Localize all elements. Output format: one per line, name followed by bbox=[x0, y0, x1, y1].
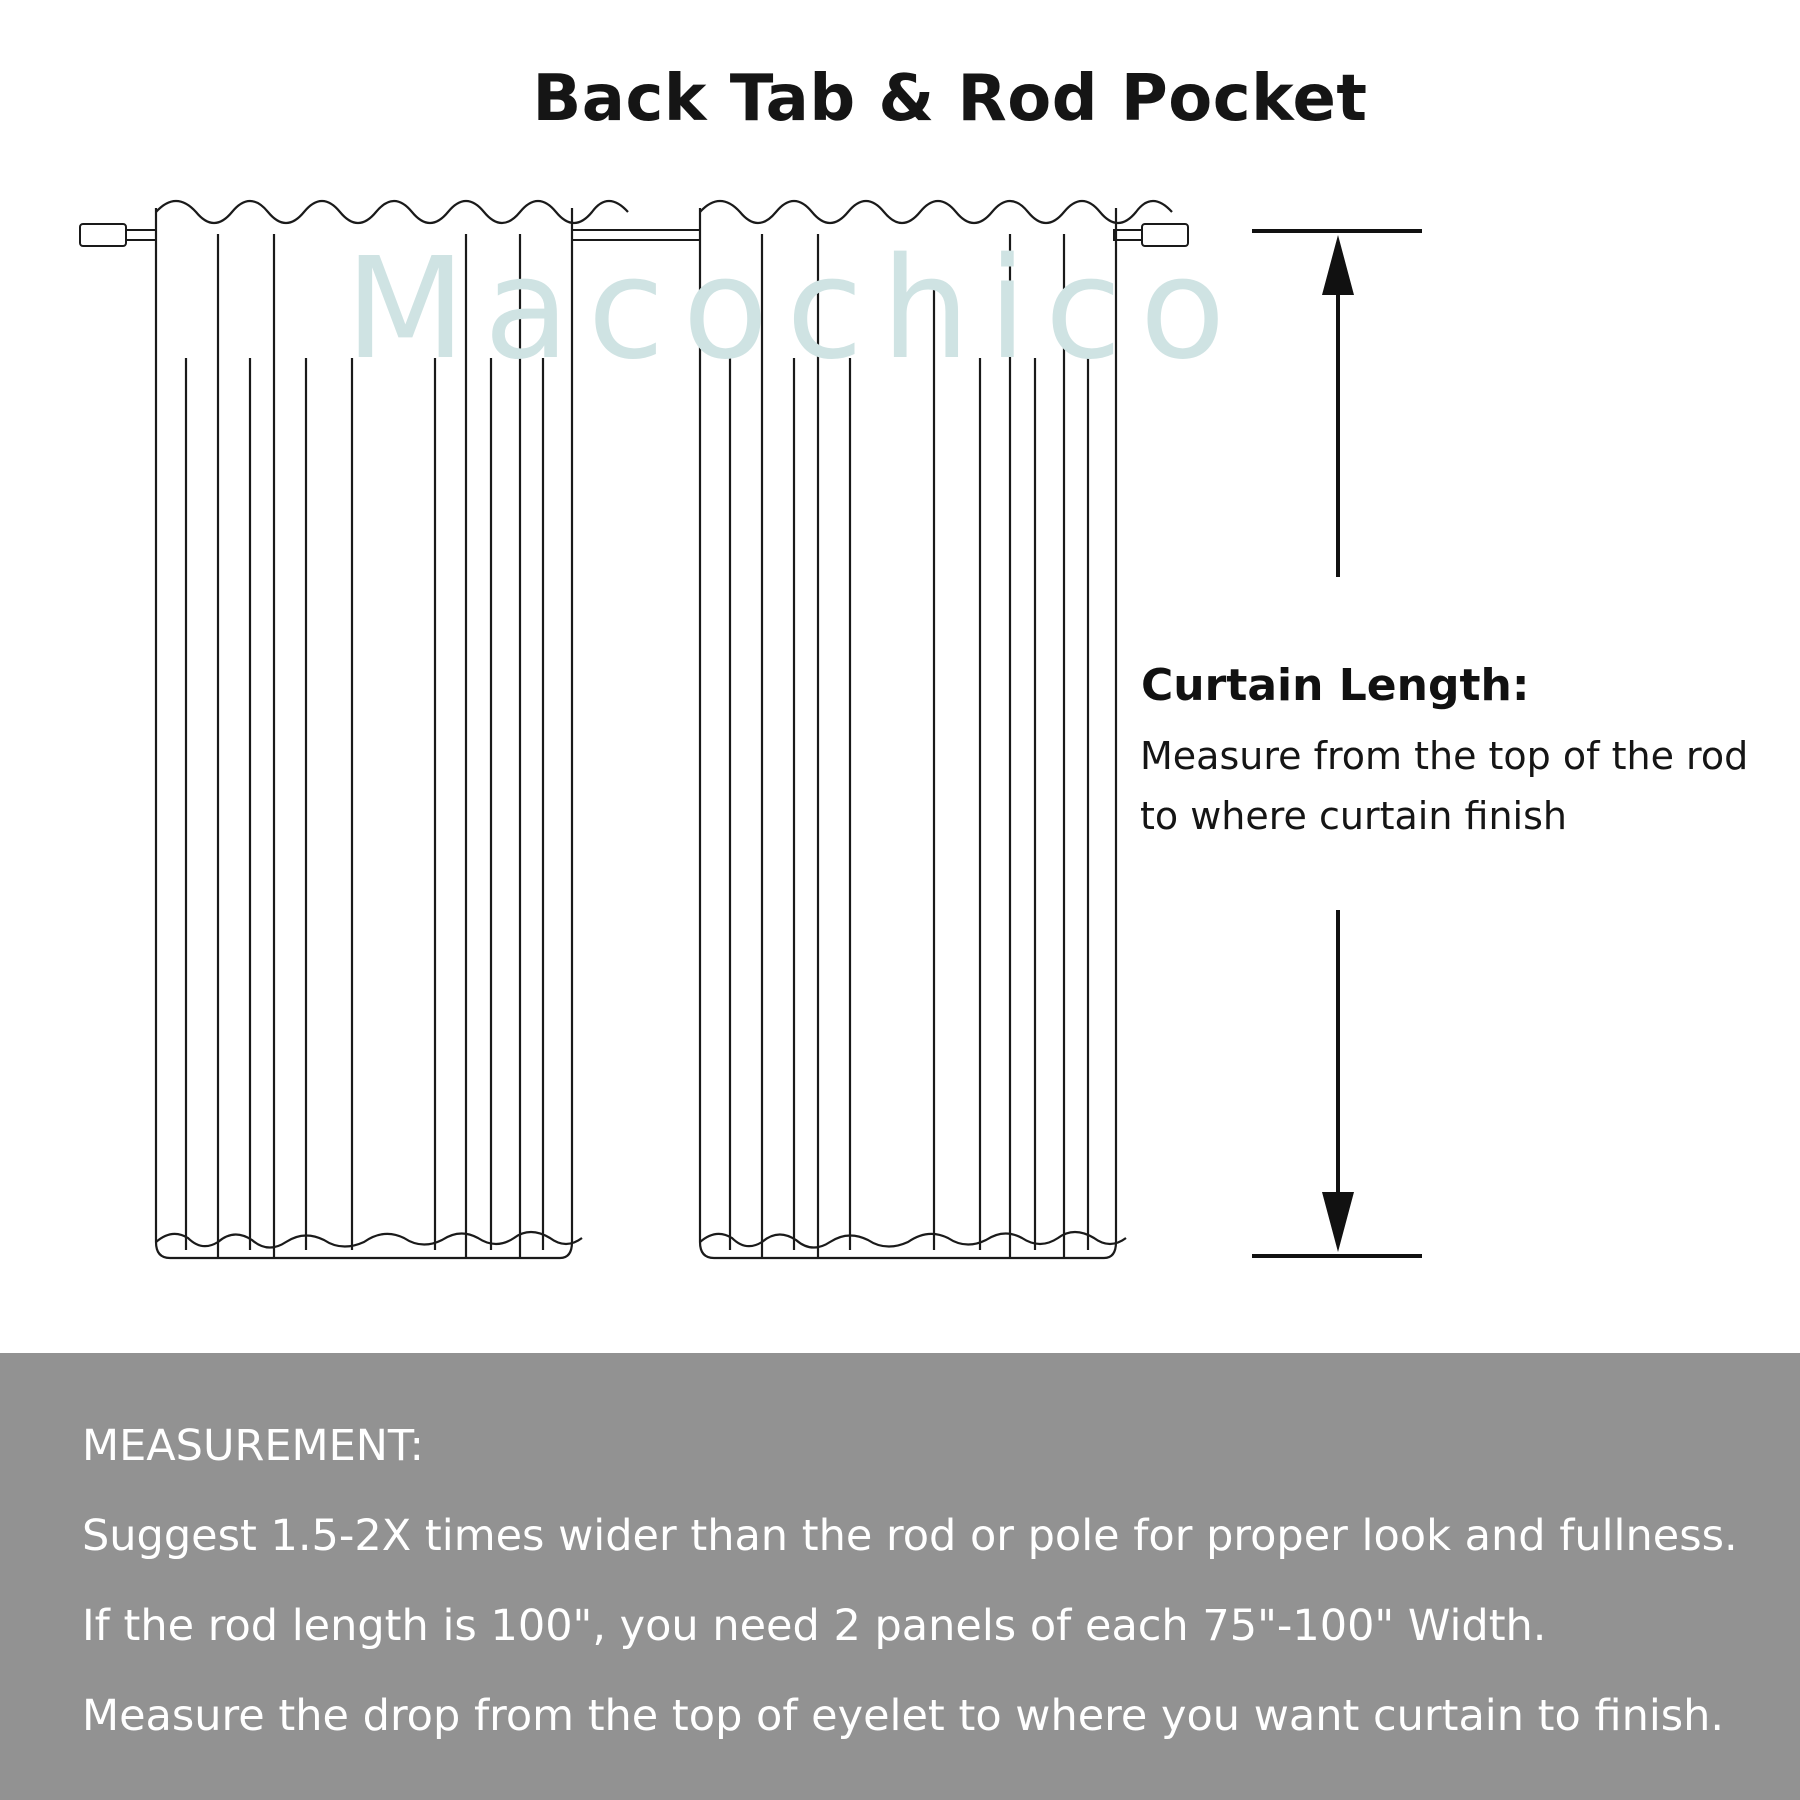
brand-watermark: Macochico bbox=[345, 228, 1244, 391]
curtain-top-wave-right bbox=[700, 201, 1172, 223]
measurement-panel bbox=[0, 1353, 1800, 1800]
page-title: Back Tab & Rod Pocket bbox=[532, 62, 1368, 136]
measurement-line: If the rod length is 100", you need 2 panels of each 75"-100" Width. bbox=[82, 1601, 1547, 1651]
rod-segment-left bbox=[126, 230, 156, 240]
curtain-length-line: Measure from the top of the rod bbox=[1140, 734, 1749, 778]
measurement-heading: MEASUREMENT: bbox=[82, 1421, 424, 1471]
rod-finial-left bbox=[80, 224, 126, 246]
measurement-line: Suggest 1.5-2X times wider than the rod or pole for proper look and fullness. bbox=[82, 1511, 1738, 1561]
arrow-down-icon bbox=[1322, 1192, 1354, 1252]
curtain-bottom-hem-right bbox=[700, 1232, 1126, 1248]
curtain-length-heading: Curtain Length: bbox=[1141, 660, 1530, 711]
measurement-line: Measure the drop from the top of eyelet to where you want curtain to finish. bbox=[82, 1691, 1725, 1741]
curtain-length-line: to where curtain finish bbox=[1140, 794, 1567, 838]
arrow-up-icon bbox=[1322, 235, 1354, 295]
curtain-length-description bbox=[1140, 726, 1800, 846]
curtain-bottom-hem-left bbox=[156, 1232, 582, 1248]
